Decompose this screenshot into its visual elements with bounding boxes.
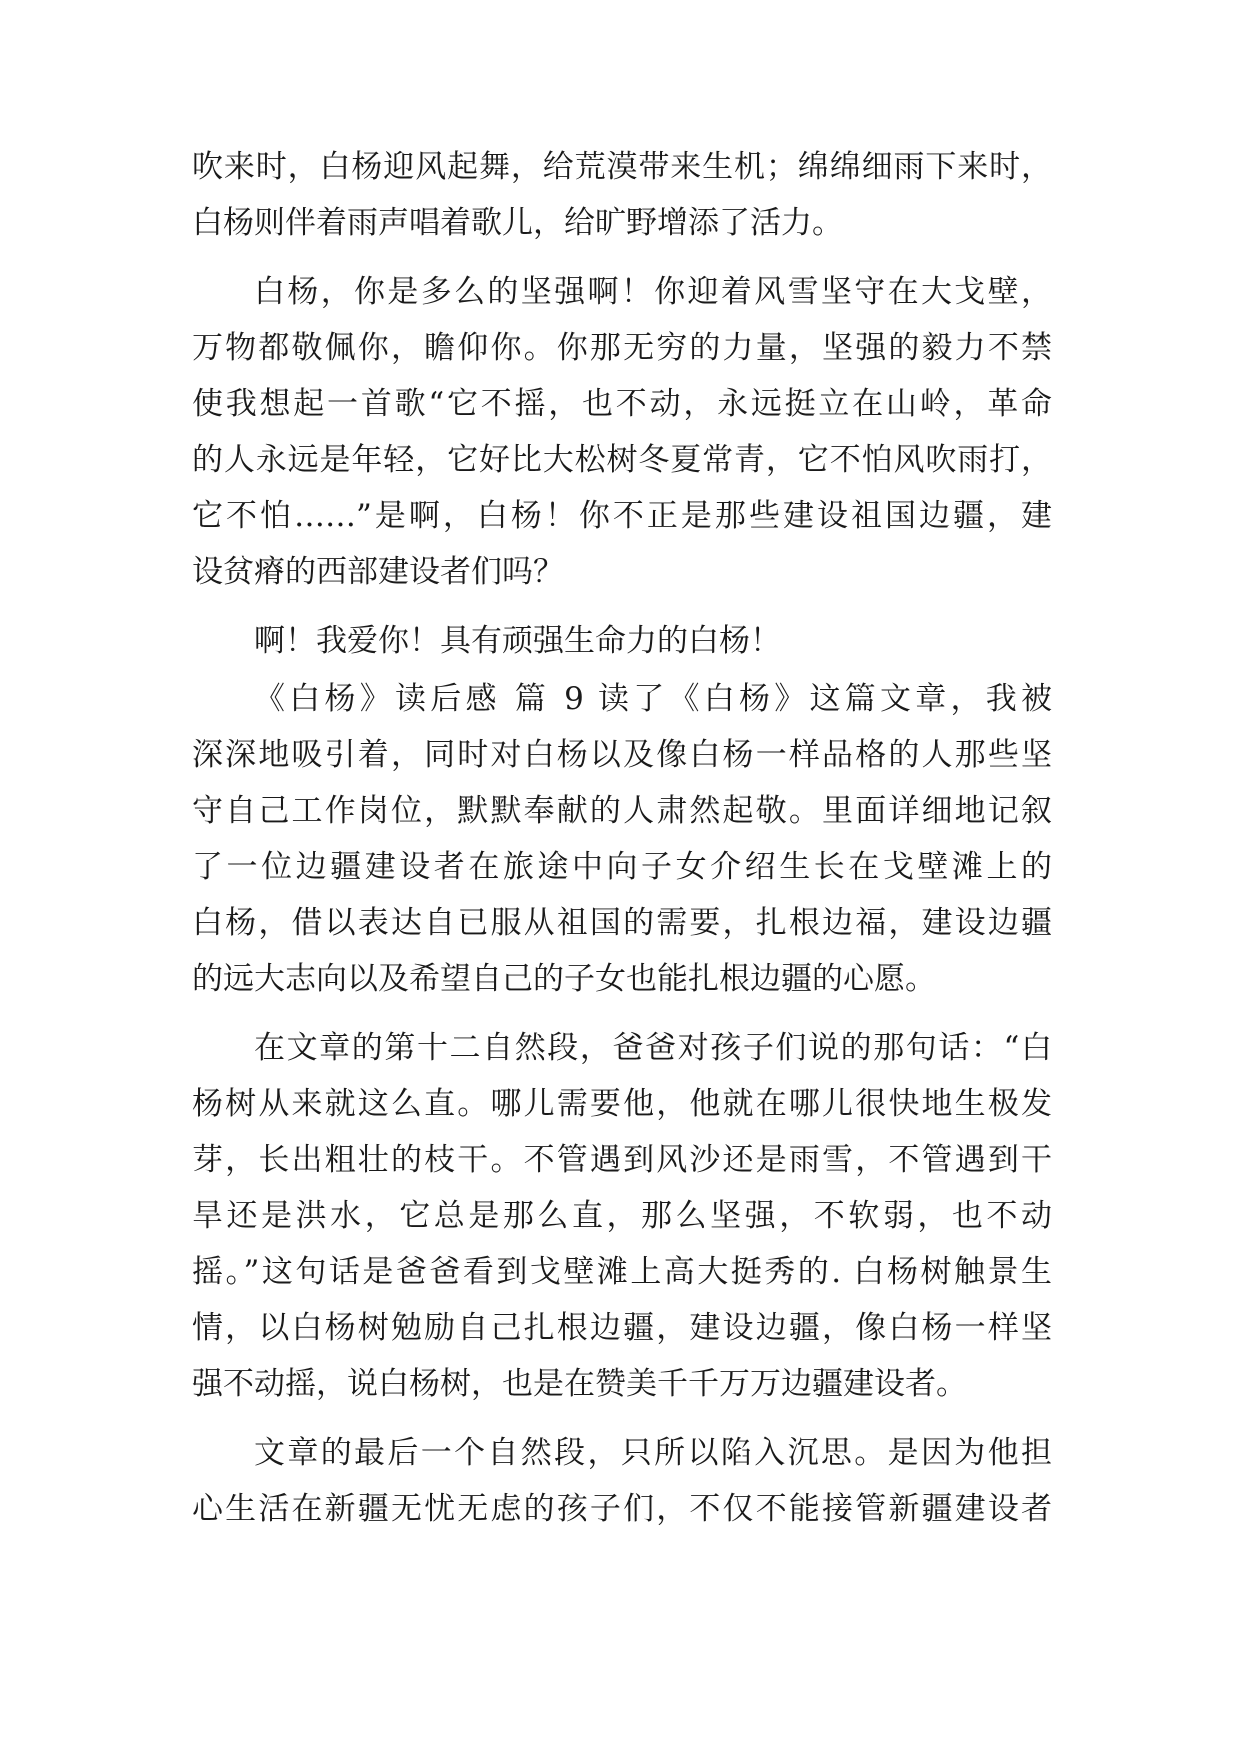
section-heading-line: 《白杨》读后感 篇 9 读了《白杨》这篇文章，我被 — [254, 681, 1052, 717]
text-line: 摇。”这句话是爸爸看到戈壁滩上高大挺秀的. 白杨树触景生 — [192, 1254, 1052, 1290]
text-line: 白杨，借以表达自已服从祖国的需要，扎根边福，建设边疆 — [192, 905, 1052, 941]
paragraph-first-line: 文章的最后一个自然段，只所以陷入沉思。是因为他担 — [254, 1435, 1052, 1471]
text-line: 的人永远是年轻，它好比大松树冬夏常青，它不怕风吹雨打， — [192, 442, 1052, 478]
text-line: 的远大志向以及希望自己的子女也能扎根边疆的心愿。 — [192, 961, 936, 997]
text-line: 万物都敬佩你，瞻仰你。你那无穷的力量，坚强的毅力不禁 — [192, 330, 1052, 366]
text-line: 守自己工作岗位，默默奉献的人肃然起敬。里面详细地记叙 — [192, 793, 1052, 829]
text-line: 旱还是洪水，它总是那么直，那么坚强，不软弱，也不动 — [192, 1198, 1052, 1234]
text-line: 它不怕……”是啊，白杨！你不正是那些建设祖国边疆，建 — [192, 498, 1052, 534]
text-line: 心生活在新疆无忧无虑的孩子们，不仅不能接管新疆建设者 — [192, 1491, 1052, 1527]
text-line: 了一位边疆建设者在旅途中向子女介绍生长在戈壁滩上的 — [192, 849, 1052, 885]
text-line: 芽，长出粗壮的枝干。不管遇到风沙还是雨雪，不管遇到干 — [192, 1142, 1052, 1178]
text-line: 深深地吸引着，同时对白杨以及像白杨一样品格的人那些坚 — [192, 737, 1052, 773]
text-line: 吹来时，白杨迎风起舞，给荒漠带来生机；绵绵细雨下来时， — [192, 149, 1052, 185]
text-line: 情，以白杨树勉励自己扎根边疆，建设边疆，像白杨一样坚 — [192, 1310, 1052, 1346]
text-line: 杨树从来就这么直。哪儿需要他，他就在哪儿很快地生极发 — [192, 1086, 1052, 1122]
text-line: 白杨则伴着雨声唱着歌儿，给旷野增添了活力。 — [192, 205, 843, 241]
paragraph-first-line: 啊！我爱你！具有顽强生命力的白杨！ — [254, 623, 781, 659]
text-line: 设贫瘠的西部建设者们吗？ — [192, 554, 564, 590]
paragraph-first-line: 在文章的第十二自然段，爸爸对孩子们说的那句话：“白 — [254, 1030, 1052, 1066]
text-line: 使我想起一首歌“它不摇，也不动，永远挺立在山岭，革命 — [192, 386, 1052, 422]
paragraph-first-line: 白杨，你是多么的坚强啊！你迎着风雪坚守在大戈壁， — [254, 274, 1052, 310]
text-line: 强不动摇，说白杨树，也是在赞美千千万万边疆建设者。 — [192, 1366, 967, 1402]
